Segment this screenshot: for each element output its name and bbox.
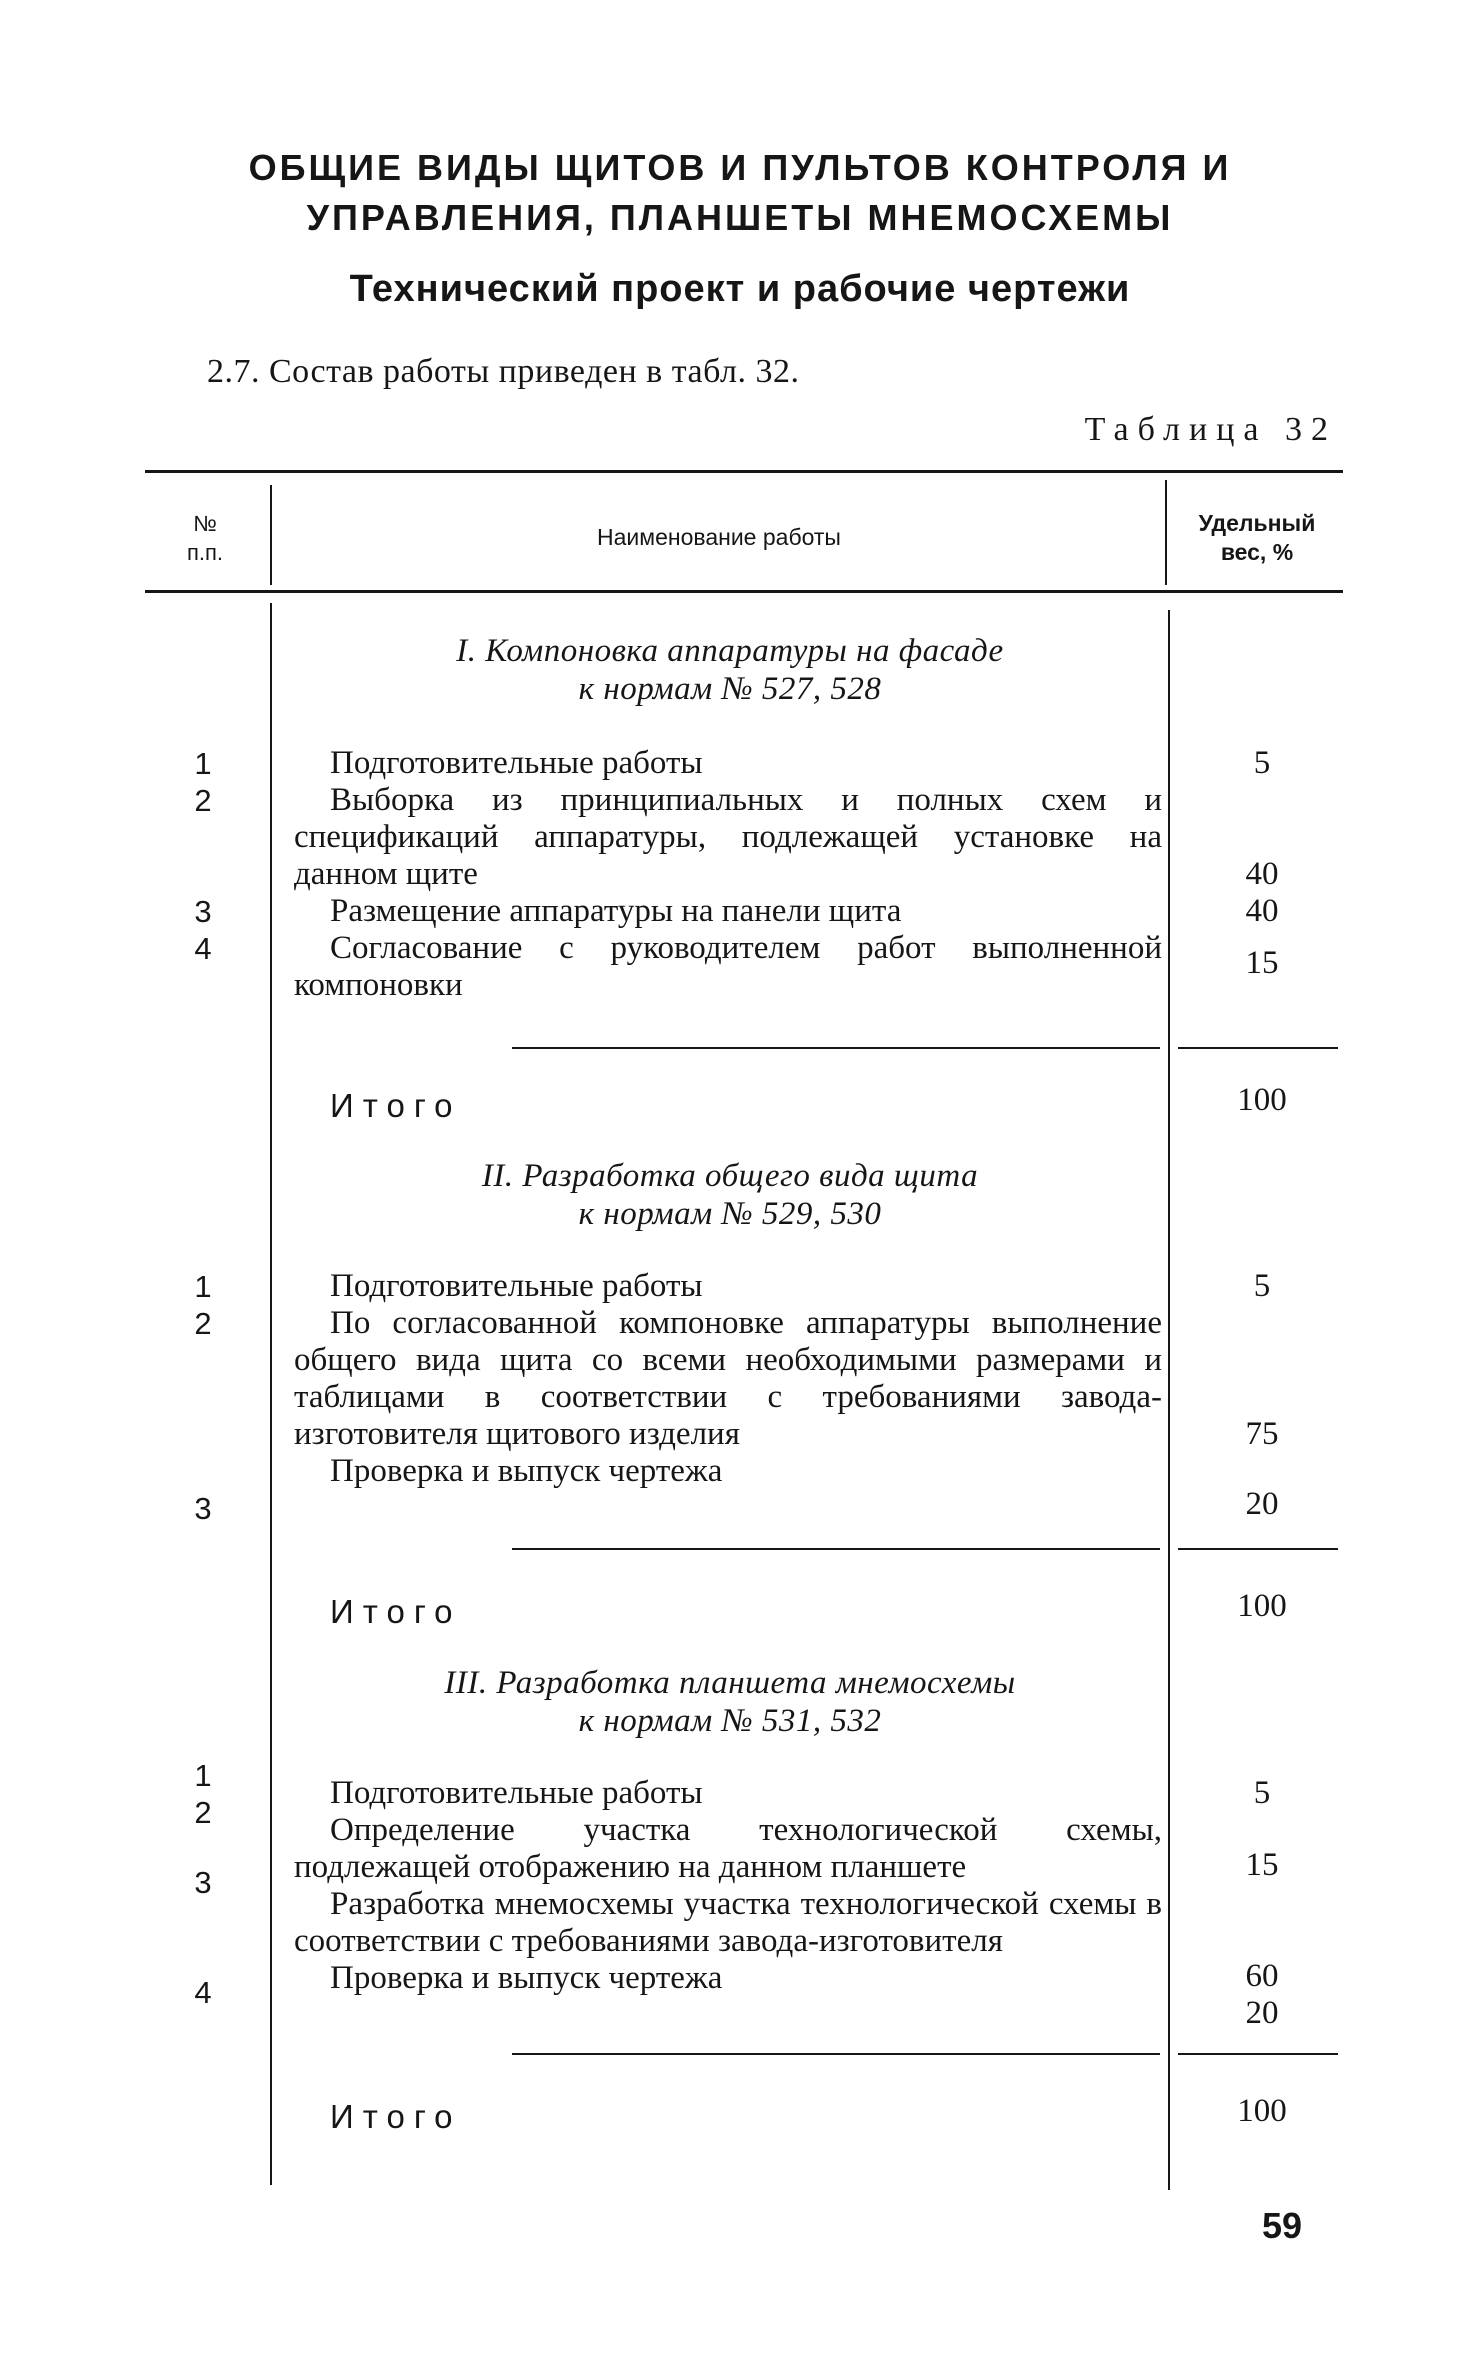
intro-text: 2.7. Состав работы приведен в табл. 32.: [207, 353, 800, 390]
section-2-sum-rule: [512, 1548, 1160, 1550]
section-1-sum-rule: [512, 1047, 1160, 1049]
list-item: Подготовительные работы: [330, 745, 703, 781]
section-2-texts: [294, 1268, 1162, 1490]
table-top-rule: [145, 470, 1343, 473]
header-divider-left: [270, 485, 272, 585]
section-1-sum-rule-weight: [1178, 1047, 1338, 1049]
section-2-weights: 5 75 20: [1245, 1268, 1279, 1522]
section-2-sum-rule-weight: [1178, 1548, 1338, 1550]
list-item: Проверка и выпуск чертежа: [330, 1960, 723, 1996]
column-header-name: Наименование работы: [597, 524, 841, 550]
list-item: По согласованной компоновке аппаратуры выполнение общего вида щита со всеми необходимыми размерами и таблицами в соответствии с требованиями завода-изготовителя щитового изделия: [294, 1305, 1162, 1452]
list-item: Разработка мнемосхемы участка технологической схемы в соответствии с требованиями завода-изготовителя: [294, 1886, 1162, 1959]
section-3-weights: 5 15 60 20: [1245, 1775, 1279, 2031]
list-item: Согласование с руководителем работ выполненной компоновки: [294, 930, 1162, 1003]
table-header-rule: [145, 590, 1343, 593]
section-2-numbers: 1 2 3: [194, 1269, 212, 1526]
body-divider-left: [270, 603, 272, 2185]
page-title: [140, 143, 1340, 243]
list-item: Размещение аппаратуры на панели щита: [330, 893, 902, 929]
title-line-2: УПРАВЛЕНИЯ, ПЛАНШЕТЫ МНЕМОСХЕМЫ: [306, 197, 1174, 238]
list-item: Выборка из принципиальных и полных схем и спецификаций аппаратуры, подлежащей установке на данном щите: [294, 782, 1162, 892]
list-item: Проверка и выпуск чертежа: [330, 1453, 723, 1489]
column-header-number: № п.п.: [186, 510, 224, 565]
section-3-numbers: 1 2 3 4: [194, 1758, 212, 2010]
section-1-title: I. Компоновка аппаратуры на фасаде к нормам № 527, 528: [456, 633, 1004, 707]
section-2-total: 100: [1237, 1588, 1287, 1624]
column-header-weight: Удельный вес, %: [1198, 509, 1316, 565]
list-item: Определение участка технологической схемы, подлежащей отображению на данном планшете: [294, 1812, 1162, 1885]
section-3-sum-rule-weight: [1178, 2053, 1338, 2055]
section-1-numbers: 1 2 3 4: [194, 746, 212, 966]
section-1-total-label: Итого: [330, 1087, 462, 1124]
header-divider-right: [1165, 480, 1167, 585]
body-divider-right: [1168, 610, 1170, 2190]
section-3-texts: [294, 1775, 1162, 1997]
title-line-1: ОБЩИЕ ВИДЫ ЩИТОВ И ПУЛЬТОВ КОНТРОЛЯ И: [248, 147, 1232, 188]
section-1-weights: 5 40 40 15: [1245, 745, 1279, 981]
section-3-total-label: Итого: [330, 2098, 462, 2135]
table-caption: Таблица 32: [1084, 411, 1337, 448]
page-subtitle: Технический проект и рабочие чертежи: [349, 268, 1131, 310]
section-1-texts: [294, 745, 1162, 1004]
page-number: 59: [1262, 2205, 1303, 2246]
list-item: Подготовительные работы: [330, 1268, 703, 1304]
section-3-total: 100: [1237, 2093, 1287, 2129]
section-2-title: II. Разработка общего вида щита к нормам № 529, 530: [481, 1158, 979, 1232]
section-1-total: 100: [1237, 1082, 1287, 1118]
section-2-total-label: Итого: [330, 1593, 462, 1630]
section-3-sum-rule: [512, 2053, 1160, 2055]
section-3-title: III. Разработка планшета мнемосхемы к нормам № 531, 532: [444, 1665, 1016, 1739]
list-item: Подготовительные работы: [330, 1775, 703, 1811]
